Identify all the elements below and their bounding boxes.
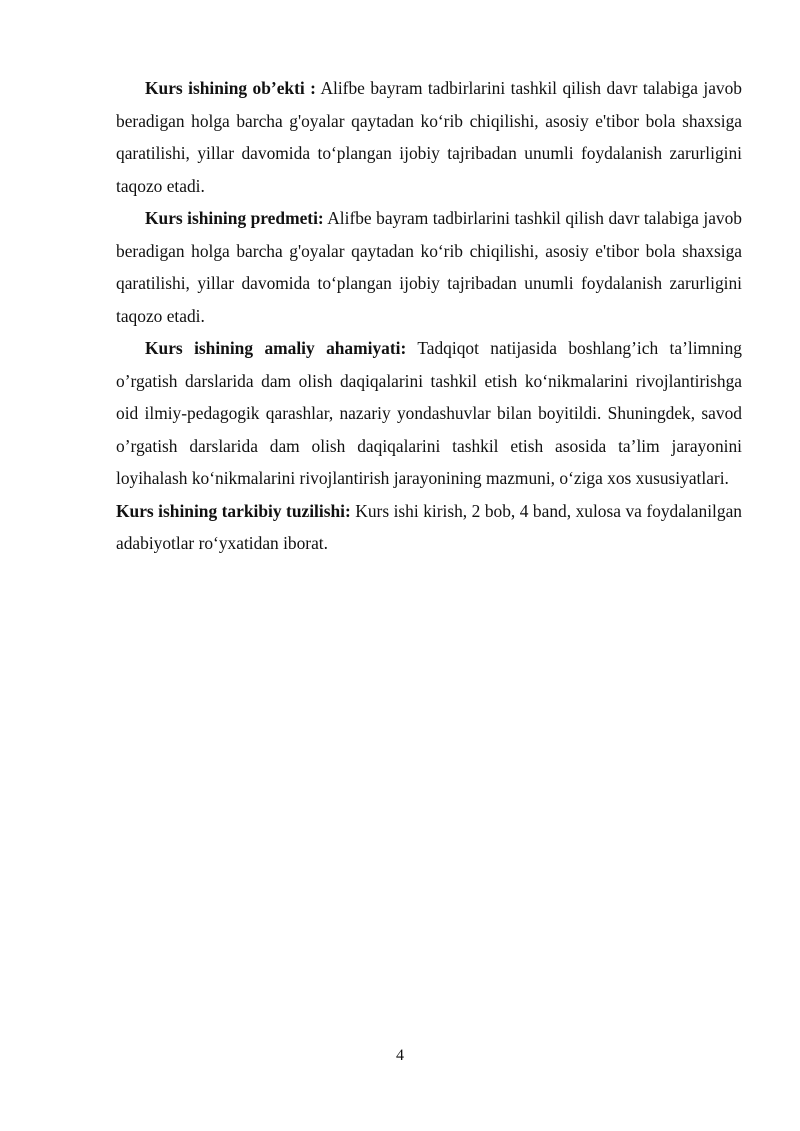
paragraph-practical-significance-label: Kurs ishining amaliy ahamiyati: [145, 338, 407, 358]
paragraph-practical-significance-text: Tadqiqot natijasida boshlang’ich ta’limning o’rgatish darslarida dam olish daqiqalarini tashkil etish ko‘nikmalarini rivojlantirishga oid ilmiy-pedagogik qarashlar, nazariy yondashuvlar bilan boyitildi. Shuningdek, savod o’rgatish darslarida dam olish daqiqalarini tashkil etish asosida ta’lim jarayonini loyihalash ko‘nikmalarini rivojlantirish jarayonining mazmuni, o‘ziga xos xususiyatlari. [116, 338, 743, 488]
paragraph-subject-label: Kurs ishining predmeti: [145, 208, 324, 228]
paragraph-structure-text: Kurs ishi kirish, 2 bob, 4 band, xulosa va foydalanilgan adabiyotlar ro‘yxatidan iborat. [116, 500, 742, 553]
paragraph-subject [116, 202, 742, 332]
paragraph-structure [116, 495, 742, 560]
paragraph-practical-significance [116, 332, 742, 495]
page-number: 4 [396, 1047, 404, 1064]
paragraph-structure-label: Kurs ishining tarkibiy tuzilishi: [116, 500, 351, 521]
paragraph-object-text: Alifbe bayram tadbirlarini tashkil qilish davr talabiga javob beradigan holga barcha g'oyalar qaytadan ko‘rib chiqilishi, asosiy e'tibor bola shaxsiga qaratilishi, yillar davomida to‘plangan ijobiy tajribadan unumli foydalanish zarurligini taqozo etadi. [116, 78, 743, 196]
page-body [116, 72, 742, 560]
paragraph-subject-text: Alifbe bayram tadbirlarini tashkil qilish davr talabiga javob beradigan holga barcha g'oyalar qaytadan ko‘rib chiqilishi, asosiy e'tibor bola shaxsiga qaratilishi, yillar davomida to‘plangan ijobiy tajribadan unumli foydalanish zarurligini taqozo etadi. [116, 208, 742, 326]
paragraph-object [116, 72, 742, 202]
paragraph-object-label: Kurs ishining ob’ekti : [145, 78, 316, 98]
